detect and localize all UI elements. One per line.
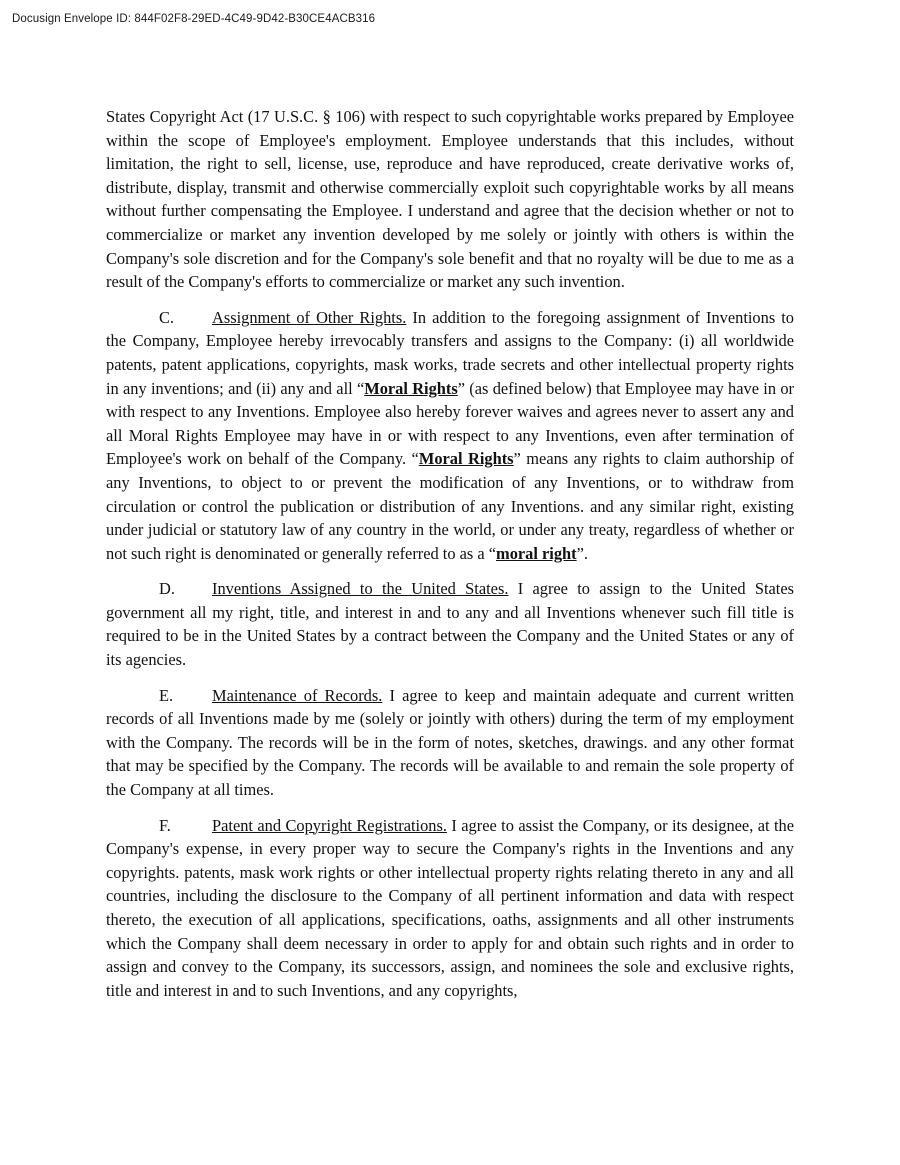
document-body (106, 105, 794, 1014)
section-f-heading: Patent and Copyright Registrations. (212, 815, 447, 835)
section-c-heading: Assignment of Other Rights. (212, 307, 407, 327)
section-f-text: I agree to assist the Company, or its designee, at the Company's expense, in every proper way to secure the Company's rights in the Inventions and any copyrights. patents, mask work rights or other intellectual property rights relating thereto in any and all countries, including the disclosure to the Company of all pertinent information and data with respect thereto, the execution of all applications, specifications, oaths, assignments and all other instruments which the Company shall deem necessary in order to apply for and obtain such rights and in order to assign and convey to the Company, its successors, assign, and nominees the sole and exclusive rights, title and interest in and to such Inventions, and any copyrights, (106, 815, 794, 1000)
section-c-text-2: ” (as defined below) that Employee may have in or with respect to any Inventions. Employee also hereby forever waives and agrees never to assert any and all Moral Rights Employee may have in or with respect to any Inventions, even after termination of Employee's work on behalf of the Company. “ (106, 378, 794, 469)
section-d-text: I agree to assign to the United States government all my right, title, and interest in and to any and all Inventions whenever such fill title is required to be in the United States by a contract between the Company and the United States or any of its agencies. (106, 579, 794, 670)
section-c-letter: C. (159, 307, 175, 327)
continuation-paragraph: States Copyright Act (17 U.S.C. § 106) with respect to such copyrightable works prepared by Employee within the scope of Employee's employment. Employee understands that this includes, without limitation, the right to sell, license, use, reproduce and have reproduced, create derivative works of, distribute, display, transmit and otherwise commercially exploit such copyrightable works by all means without further compensating the Employee. I understand and agree that the decision whether or not to commercialize or market any invention developed by me solely or jointly with others is within the Company's sole discretion and for the Company's sole benefit and that no royalty will be due to me as a result of the Company's efforts to commercialize or market any such invention. (106, 107, 794, 292)
section-c-text-3: ” means any rights to claim authorship of any Inventions, to object to or prevent the modification of any Inventions, or to withdraw from circulation or control the publication or distribution of any Inventions. and any similar right, existing under judicial or statutory law of any country in the world, or under any treaty, regardless of whether or not such right is denominated or generally referred to as a “ (106, 449, 795, 563)
section-e-letter: E. (159, 685, 174, 705)
defined-term-moral-rights-2: Moral Rights (418, 449, 514, 469)
section-f (106, 814, 794, 1003)
section-c-text-4: ”. (576, 543, 588, 563)
defined-term-moral-rights: Moral Rights (364, 378, 458, 398)
section-e-text: I agree to keep and maintain adequate and current written records of all Inventions made by me (solely or jointly with others) during the term of my employment with the Company. The records will be in the form of notes, sketches, drawings. and any other format that may be specified by the Company. The records will be available to and remain the sole property of the Company at all times. (106, 685, 794, 800)
section-d-letter: D. (159, 579, 175, 599)
defined-term-moral-right: moral right (496, 543, 577, 563)
section-d (106, 577, 794, 671)
envelope-id: Docusign Envelope ID: 844F02F8-29ED-4C49-9D42-B30CE4ACB316 (12, 13, 376, 25)
section-c (106, 306, 794, 566)
section-d-heading: Inventions Assigned to the United States. (212, 579, 509, 599)
section-c-text-1: In addition to the foregoing assignment of Inventions to the Company, Employee hereby irrevocably transfers and assigns to the Company: (i) all worldwide patents, patent applications, copyrights, mask works, trade secrets and other intellectual property rights in any inventions; and (ii) any and all “ (106, 307, 795, 398)
section-e (106, 684, 794, 802)
section-e-heading: Maintenance of Records. (212, 685, 383, 705)
section-f-letter: F. (159, 815, 171, 835)
